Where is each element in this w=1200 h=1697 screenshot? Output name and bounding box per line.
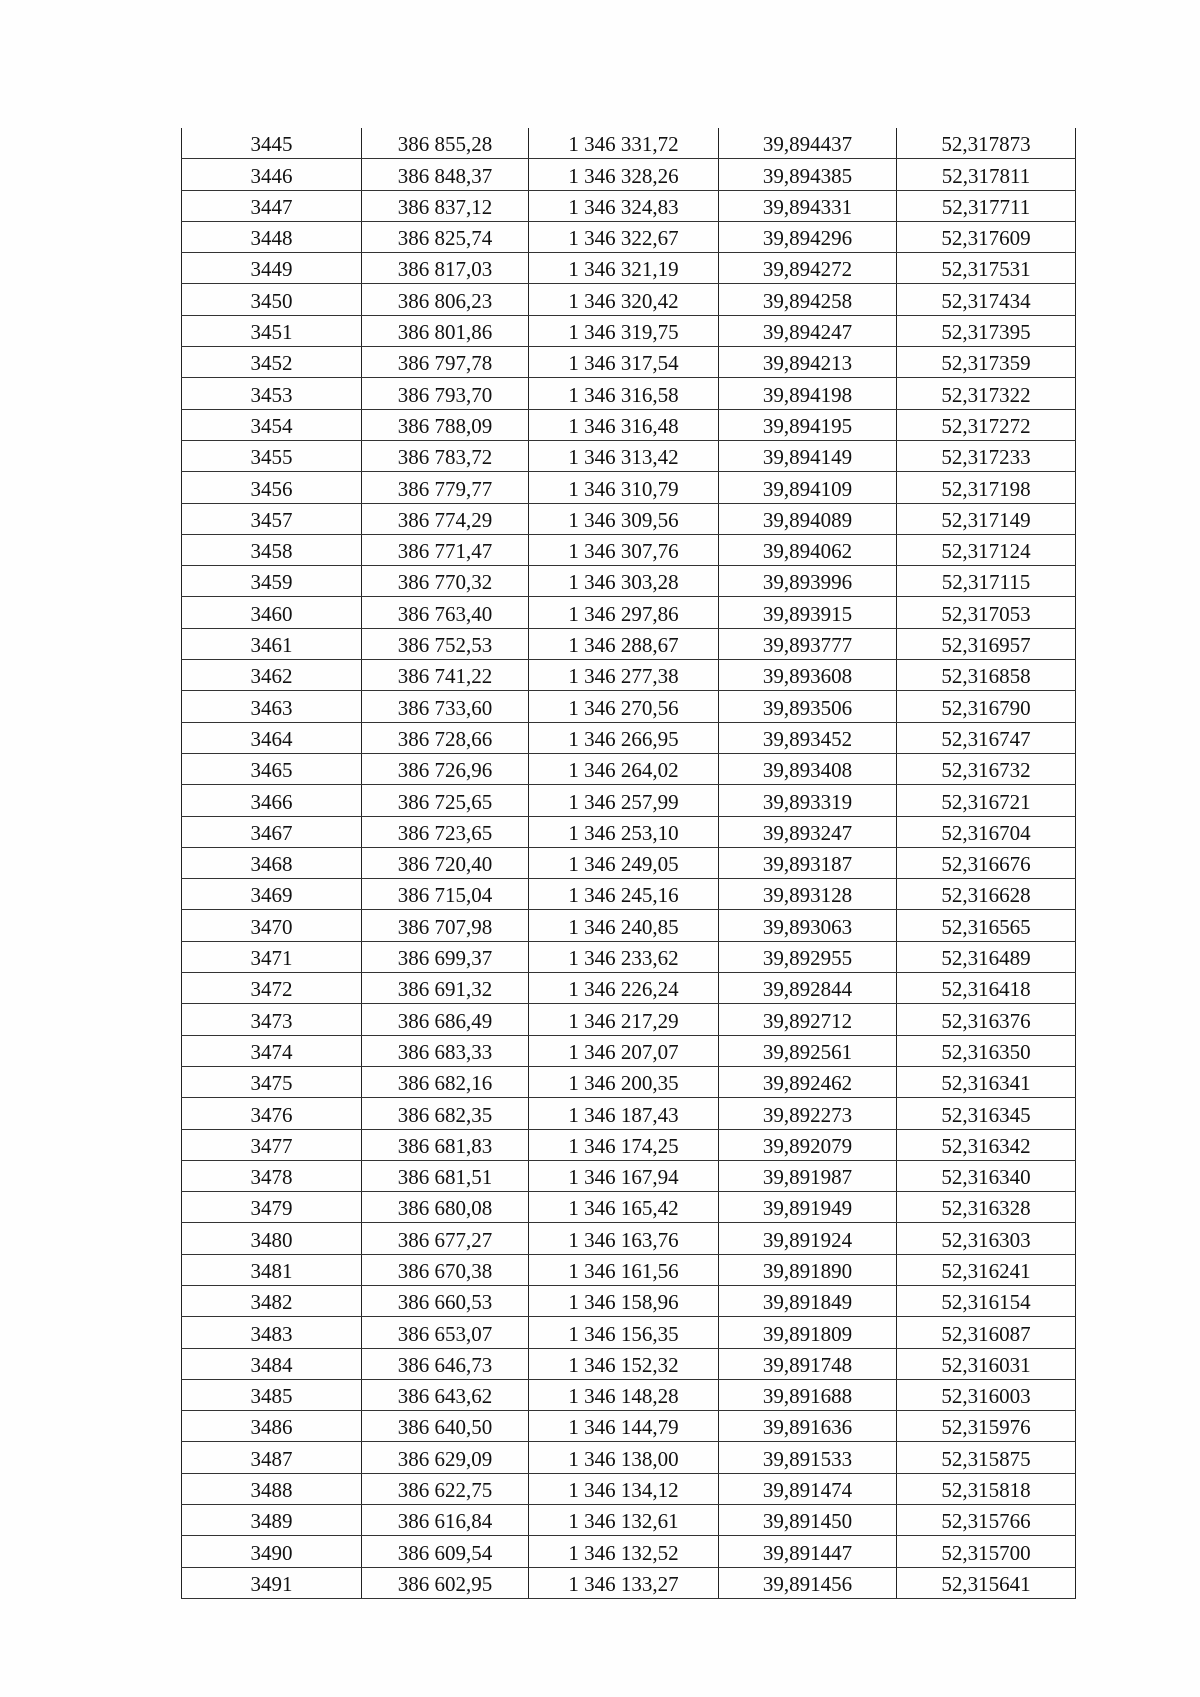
- latitude-cell: 52,316031: [897, 1348, 1076, 1379]
- longitude-cell: 39,892844: [719, 973, 897, 1004]
- latitude-cell: 52,316790: [897, 691, 1076, 722]
- latitude-cell: 52,316747: [897, 722, 1076, 753]
- table-row: [182, 503, 1076, 534]
- y-coordinate-cell: 1 346 303,28: [529, 566, 719, 597]
- x-coordinate-cell: 386 653,07: [362, 1317, 529, 1348]
- latitude-cell: 52,317149: [897, 503, 1076, 534]
- longitude-cell: 39,894247: [719, 315, 897, 346]
- point-number-cell: 3477: [182, 1129, 362, 1160]
- point-number-cell: 3448: [182, 221, 362, 252]
- x-coordinate-cell: 386 733,60: [362, 691, 529, 722]
- longitude-cell: 39,894296: [719, 221, 897, 252]
- x-coordinate-cell: 386 683,33: [362, 1035, 529, 1066]
- longitude-cell: 39,894272: [719, 253, 897, 284]
- y-coordinate-cell: 1 346 316,58: [529, 378, 719, 409]
- y-coordinate-cell: 1 346 174,25: [529, 1129, 719, 1160]
- point-number-cell: 3449: [182, 253, 362, 284]
- longitude-cell: 39,893915: [719, 597, 897, 628]
- y-coordinate-cell: 1 346 226,24: [529, 973, 719, 1004]
- table-row: [182, 347, 1076, 378]
- point-number-cell: 3484: [182, 1348, 362, 1379]
- point-number-cell: 3452: [182, 347, 362, 378]
- table-row: [182, 284, 1076, 315]
- point-number-cell: 3462: [182, 660, 362, 691]
- point-number-cell: 3480: [182, 1223, 362, 1254]
- longitude-cell: 39,893608: [719, 660, 897, 691]
- point-number-cell: 3475: [182, 1066, 362, 1097]
- table-row: [182, 1035, 1076, 1066]
- table-row: [182, 847, 1076, 878]
- x-coordinate-cell: 386 715,04: [362, 879, 529, 910]
- y-coordinate-cell: 1 346 240,85: [529, 910, 719, 941]
- table-row: [182, 1411, 1076, 1442]
- longitude-cell: 39,891533: [719, 1442, 897, 1473]
- point-number-cell: 3487: [182, 1442, 362, 1473]
- latitude-cell: 52,316957: [897, 628, 1076, 659]
- y-coordinate-cell: 1 346 156,35: [529, 1317, 719, 1348]
- table-row: [182, 159, 1076, 190]
- x-coordinate-cell: 386 646,73: [362, 1348, 529, 1379]
- point-number-cell: 3469: [182, 879, 362, 910]
- longitude-cell: 39,891949: [719, 1192, 897, 1223]
- coordinates-table: [181, 128, 1076, 1599]
- latitude-cell: 52,316087: [897, 1317, 1076, 1348]
- y-coordinate-cell: 1 346 144,79: [529, 1411, 719, 1442]
- table-row: [182, 597, 1076, 628]
- x-coordinate-cell: 386 817,03: [362, 253, 529, 284]
- table-row: [182, 221, 1076, 252]
- point-number-cell: 3481: [182, 1254, 362, 1285]
- point-number-cell: 3450: [182, 284, 362, 315]
- point-number-cell: 3470: [182, 910, 362, 941]
- y-coordinate-cell: 1 346 138,00: [529, 1442, 719, 1473]
- x-coordinate-cell: 386 602,95: [362, 1567, 529, 1598]
- latitude-cell: 52,317873: [897, 128, 1076, 159]
- point-number-cell: 3479: [182, 1192, 362, 1223]
- latitude-cell: 52,317322: [897, 378, 1076, 409]
- longitude-cell: 39,894213: [719, 347, 897, 378]
- longitude-cell: 39,894195: [719, 409, 897, 440]
- table-row: [182, 566, 1076, 597]
- x-coordinate-cell: 386 720,40: [362, 847, 529, 878]
- latitude-cell: 52,316732: [897, 753, 1076, 784]
- latitude-cell: 52,317609: [897, 221, 1076, 252]
- table-row: [182, 1066, 1076, 1097]
- x-coordinate-cell: 386 682,35: [362, 1098, 529, 1129]
- y-coordinate-cell: 1 346 249,05: [529, 847, 719, 878]
- longitude-cell: 39,894149: [719, 440, 897, 471]
- table-row: [182, 253, 1076, 284]
- point-number-cell: 3466: [182, 785, 362, 816]
- y-coordinate-cell: 1 346 277,38: [529, 660, 719, 691]
- y-coordinate-cell: 1 346 288,67: [529, 628, 719, 659]
- table-row: [182, 691, 1076, 722]
- point-number-cell: 3456: [182, 472, 362, 503]
- y-coordinate-cell: 1 346 317,54: [529, 347, 719, 378]
- point-number-cell: 3489: [182, 1505, 362, 1536]
- y-coordinate-cell: 1 346 133,27: [529, 1567, 719, 1598]
- longitude-cell: 39,892462: [719, 1066, 897, 1097]
- point-number-cell: 3486: [182, 1411, 362, 1442]
- longitude-cell: 39,893452: [719, 722, 897, 753]
- point-number-cell: 3446: [182, 159, 362, 190]
- point-number-cell: 3447: [182, 190, 362, 221]
- latitude-cell: 52,315766: [897, 1505, 1076, 1536]
- point-number-cell: 3467: [182, 816, 362, 847]
- point-number-cell: 3453: [182, 378, 362, 409]
- longitude-cell: 39,893319: [719, 785, 897, 816]
- x-coordinate-cell: 386 681,83: [362, 1129, 529, 1160]
- table-row: [182, 1442, 1076, 1473]
- latitude-cell: 52,316704: [897, 816, 1076, 847]
- latitude-cell: 52,316328: [897, 1192, 1076, 1223]
- longitude-cell: 39,894198: [719, 378, 897, 409]
- latitude-cell: 52,316565: [897, 910, 1076, 941]
- table-row: [182, 1567, 1076, 1598]
- x-coordinate-cell: 386 741,22: [362, 660, 529, 691]
- longitude-cell: 39,891748: [719, 1348, 897, 1379]
- longitude-cell: 39,891924: [719, 1223, 897, 1254]
- longitude-cell: 39,891688: [719, 1379, 897, 1410]
- x-coordinate-cell: 386 622,75: [362, 1473, 529, 1504]
- latitude-cell: 52,316628: [897, 879, 1076, 910]
- point-number-cell: 3488: [182, 1473, 362, 1504]
- table-row: [182, 1004, 1076, 1035]
- table-row: [182, 440, 1076, 471]
- y-coordinate-cell: 1 346 297,86: [529, 597, 719, 628]
- y-coordinate-cell: 1 346 163,76: [529, 1223, 719, 1254]
- y-coordinate-cell: 1 346 310,79: [529, 472, 719, 503]
- latitude-cell: 52,315976: [897, 1411, 1076, 1442]
- latitude-cell: 52,316858: [897, 660, 1076, 691]
- x-coordinate-cell: 386 686,49: [362, 1004, 529, 1035]
- y-coordinate-cell: 1 346 328,26: [529, 159, 719, 190]
- longitude-cell: 39,891636: [719, 1411, 897, 1442]
- longitude-cell: 39,892079: [719, 1129, 897, 1160]
- y-coordinate-cell: 1 346 324,83: [529, 190, 719, 221]
- longitude-cell: 39,892561: [719, 1035, 897, 1066]
- longitude-cell: 39,892273: [719, 1098, 897, 1129]
- table-row: [182, 534, 1076, 565]
- table-row: [182, 941, 1076, 972]
- y-coordinate-cell: 1 346 167,94: [529, 1160, 719, 1191]
- y-coordinate-cell: 1 346 134,12: [529, 1473, 719, 1504]
- x-coordinate-cell: 386 801,86: [362, 315, 529, 346]
- point-number-cell: 3445: [182, 128, 362, 159]
- y-coordinate-cell: 1 346 319,75: [529, 315, 719, 346]
- x-coordinate-cell: 386 699,37: [362, 941, 529, 972]
- longitude-cell: 39,894331: [719, 190, 897, 221]
- longitude-cell: 39,893777: [719, 628, 897, 659]
- longitude-cell: 39,891474: [719, 1473, 897, 1504]
- y-coordinate-cell: 1 346 253,10: [529, 816, 719, 847]
- table-row: [182, 1317, 1076, 1348]
- y-coordinate-cell: 1 346 148,28: [529, 1379, 719, 1410]
- latitude-cell: 52,316489: [897, 941, 1076, 972]
- x-coordinate-cell: 386 726,96: [362, 753, 529, 784]
- table-row: [182, 753, 1076, 784]
- y-coordinate-cell: 1 346 161,56: [529, 1254, 719, 1285]
- y-coordinate-cell: 1 346 187,43: [529, 1098, 719, 1129]
- point-number-cell: 3454: [182, 409, 362, 440]
- latitude-cell: 52,316345: [897, 1098, 1076, 1129]
- x-coordinate-cell: 386 855,28: [362, 128, 529, 159]
- x-coordinate-cell: 386 677,27: [362, 1223, 529, 1254]
- y-coordinate-cell: 1 346 217,29: [529, 1004, 719, 1035]
- y-coordinate-cell: 1 346 266,95: [529, 722, 719, 753]
- table-row: [182, 472, 1076, 503]
- x-coordinate-cell: 386 680,08: [362, 1192, 529, 1223]
- latitude-cell: 52,317233: [897, 440, 1076, 471]
- x-coordinate-cell: 386 774,29: [362, 503, 529, 534]
- x-coordinate-cell: 386 670,38: [362, 1254, 529, 1285]
- point-number-cell: 3482: [182, 1285, 362, 1316]
- latitude-cell: 52,317711: [897, 190, 1076, 221]
- latitude-cell: 52,315875: [897, 1442, 1076, 1473]
- x-coordinate-cell: 386 779,77: [362, 472, 529, 503]
- y-coordinate-cell: 1 346 313,42: [529, 440, 719, 471]
- latitude-cell: 52,316376: [897, 1004, 1076, 1035]
- x-coordinate-cell: 386 797,78: [362, 347, 529, 378]
- y-coordinate-cell: 1 346 321,19: [529, 253, 719, 284]
- y-coordinate-cell: 1 346 307,76: [529, 534, 719, 565]
- y-coordinate-cell: 1 346 152,32: [529, 1348, 719, 1379]
- longitude-cell: 39,893063: [719, 910, 897, 941]
- x-coordinate-cell: 386 707,98: [362, 910, 529, 941]
- latitude-cell: 52,317124: [897, 534, 1076, 565]
- x-coordinate-cell: 386 660,53: [362, 1285, 529, 1316]
- longitude-cell: 39,894258: [719, 284, 897, 315]
- y-coordinate-cell: 1 346 316,48: [529, 409, 719, 440]
- latitude-cell: 52,316303: [897, 1223, 1076, 1254]
- x-coordinate-cell: 386 763,40: [362, 597, 529, 628]
- point-number-cell: 3485: [182, 1379, 362, 1410]
- longitude-cell: 39,894062: [719, 534, 897, 565]
- x-coordinate-cell: 386 629,09: [362, 1442, 529, 1473]
- x-coordinate-cell: 386 728,66: [362, 722, 529, 753]
- latitude-cell: 52,316676: [897, 847, 1076, 878]
- latitude-cell: 52,317395: [897, 315, 1076, 346]
- table-row: [182, 1348, 1076, 1379]
- x-coordinate-cell: 386 793,70: [362, 378, 529, 409]
- longitude-cell: 39,893996: [719, 566, 897, 597]
- latitude-cell: 52,316418: [897, 973, 1076, 1004]
- latitude-cell: 52,316350: [897, 1035, 1076, 1066]
- table-row: [182, 816, 1076, 847]
- latitude-cell: 52,315818: [897, 1473, 1076, 1504]
- point-number-cell: 3455: [182, 440, 362, 471]
- longitude-cell: 39,891987: [719, 1160, 897, 1191]
- table-row: [182, 1379, 1076, 1410]
- coordinates-table-body: [182, 128, 1076, 1598]
- table-row: [182, 1473, 1076, 1504]
- table-row: [182, 128, 1076, 159]
- table-row: [182, 409, 1076, 440]
- table-row: [182, 910, 1076, 941]
- point-number-cell: 3471: [182, 941, 362, 972]
- point-number-cell: 3483: [182, 1317, 362, 1348]
- longitude-cell: 39,893247: [719, 816, 897, 847]
- x-coordinate-cell: 386 848,37: [362, 159, 529, 190]
- y-coordinate-cell: 1 346 158,96: [529, 1285, 719, 1316]
- table-row: [182, 1285, 1076, 1316]
- latitude-cell: 52,317359: [897, 347, 1076, 378]
- longitude-cell: 39,891447: [719, 1536, 897, 1567]
- x-coordinate-cell: 386 770,32: [362, 566, 529, 597]
- longitude-cell: 39,893187: [719, 847, 897, 878]
- table-row: [182, 628, 1076, 659]
- point-number-cell: 3472: [182, 973, 362, 1004]
- point-number-cell: 3457: [182, 503, 362, 534]
- latitude-cell: 52,317272: [897, 409, 1076, 440]
- y-coordinate-cell: 1 346 320,42: [529, 284, 719, 315]
- table-row: [182, 785, 1076, 816]
- x-coordinate-cell: 386 691,32: [362, 973, 529, 1004]
- point-number-cell: 3463: [182, 691, 362, 722]
- longitude-cell: 39,893128: [719, 879, 897, 910]
- table-row: [182, 1254, 1076, 1285]
- longitude-cell: 39,893408: [719, 753, 897, 784]
- latitude-cell: 52,316342: [897, 1129, 1076, 1160]
- table-row: [182, 660, 1076, 691]
- longitude-cell: 39,892712: [719, 1004, 897, 1035]
- longitude-cell: 39,891809: [719, 1317, 897, 1348]
- table-row: [182, 973, 1076, 1004]
- x-coordinate-cell: 386 752,53: [362, 628, 529, 659]
- y-coordinate-cell: 1 346 132,61: [529, 1505, 719, 1536]
- longitude-cell: 39,891849: [719, 1285, 897, 1316]
- longitude-cell: 39,894089: [719, 503, 897, 534]
- y-coordinate-cell: 1 346 165,42: [529, 1192, 719, 1223]
- point-number-cell: 3490: [182, 1536, 362, 1567]
- y-coordinate-cell: 1 346 322,67: [529, 221, 719, 252]
- y-coordinate-cell: 1 346 207,07: [529, 1035, 719, 1066]
- x-coordinate-cell: 386 640,50: [362, 1411, 529, 1442]
- table-row: [182, 315, 1076, 346]
- point-number-cell: 3476: [182, 1098, 362, 1129]
- y-coordinate-cell: 1 346 309,56: [529, 503, 719, 534]
- latitude-cell: 52,316154: [897, 1285, 1076, 1316]
- point-number-cell: 3460: [182, 597, 362, 628]
- y-coordinate-cell: 1 346 264,02: [529, 753, 719, 784]
- x-coordinate-cell: 386 643,62: [362, 1379, 529, 1410]
- x-coordinate-cell: 386 837,12: [362, 190, 529, 221]
- y-coordinate-cell: 1 346 245,16: [529, 879, 719, 910]
- point-number-cell: 3491: [182, 1567, 362, 1598]
- point-number-cell: 3458: [182, 534, 362, 565]
- point-number-cell: 3464: [182, 722, 362, 753]
- table-row: [182, 1505, 1076, 1536]
- point-number-cell: 3451: [182, 315, 362, 346]
- x-coordinate-cell: 386 806,23: [362, 284, 529, 315]
- x-coordinate-cell: 386 723,65: [362, 816, 529, 847]
- longitude-cell: 39,894437: [719, 128, 897, 159]
- point-number-cell: 3465: [182, 753, 362, 784]
- point-number-cell: 3474: [182, 1035, 362, 1066]
- point-number-cell: 3478: [182, 1160, 362, 1191]
- point-number-cell: 3473: [182, 1004, 362, 1035]
- longitude-cell: 39,893506: [719, 691, 897, 722]
- latitude-cell: 52,317434: [897, 284, 1076, 315]
- y-coordinate-cell: 1 346 331,72: [529, 128, 719, 159]
- x-coordinate-cell: 386 725,65: [362, 785, 529, 816]
- latitude-cell: 52,316003: [897, 1379, 1076, 1410]
- y-coordinate-cell: 1 346 200,35: [529, 1066, 719, 1097]
- table-row: [182, 190, 1076, 221]
- point-number-cell: 3468: [182, 847, 362, 878]
- table-row: [182, 1223, 1076, 1254]
- latitude-cell: 52,316341: [897, 1066, 1076, 1097]
- x-coordinate-cell: 386 609,54: [362, 1536, 529, 1567]
- point-number-cell: 3461: [182, 628, 362, 659]
- table-row: [182, 1098, 1076, 1129]
- latitude-cell: 52,317115: [897, 566, 1076, 597]
- y-coordinate-cell: 1 346 257,99: [529, 785, 719, 816]
- longitude-cell: 39,894109: [719, 472, 897, 503]
- latitude-cell: 52,317531: [897, 253, 1076, 284]
- latitude-cell: 52,316340: [897, 1160, 1076, 1191]
- y-coordinate-cell: 1 346 270,56: [529, 691, 719, 722]
- latitude-cell: 52,317811: [897, 159, 1076, 190]
- y-coordinate-cell: 1 346 233,62: [529, 941, 719, 972]
- point-number-cell: 3459: [182, 566, 362, 597]
- x-coordinate-cell: 386 682,16: [362, 1066, 529, 1097]
- latitude-cell: 52,317053: [897, 597, 1076, 628]
- table-row: [182, 378, 1076, 409]
- table-row: [182, 1129, 1076, 1160]
- y-coordinate-cell: 1 346 132,52: [529, 1536, 719, 1567]
- table-row: [182, 879, 1076, 910]
- latitude-cell: 52,316721: [897, 785, 1076, 816]
- table-row: [182, 1160, 1076, 1191]
- x-coordinate-cell: 386 616,84: [362, 1505, 529, 1536]
- x-coordinate-cell: 386 681,51: [362, 1160, 529, 1191]
- latitude-cell: 52,316241: [897, 1254, 1076, 1285]
- latitude-cell: 52,315700: [897, 1536, 1076, 1567]
- latitude-cell: 52,317198: [897, 472, 1076, 503]
- longitude-cell: 39,891456: [719, 1567, 897, 1598]
- longitude-cell: 39,891890: [719, 1254, 897, 1285]
- x-coordinate-cell: 386 788,09: [362, 409, 529, 440]
- longitude-cell: 39,892955: [719, 941, 897, 972]
- x-coordinate-cell: 386 783,72: [362, 440, 529, 471]
- table-row: [182, 1536, 1076, 1567]
- table-row: [182, 722, 1076, 753]
- table-row: [182, 1192, 1076, 1223]
- x-coordinate-cell: 386 825,74: [362, 221, 529, 252]
- x-coordinate-cell: 386 771,47: [362, 534, 529, 565]
- longitude-cell: 39,891450: [719, 1505, 897, 1536]
- latitude-cell: 52,315641: [897, 1567, 1076, 1598]
- longitude-cell: 39,894385: [719, 159, 897, 190]
